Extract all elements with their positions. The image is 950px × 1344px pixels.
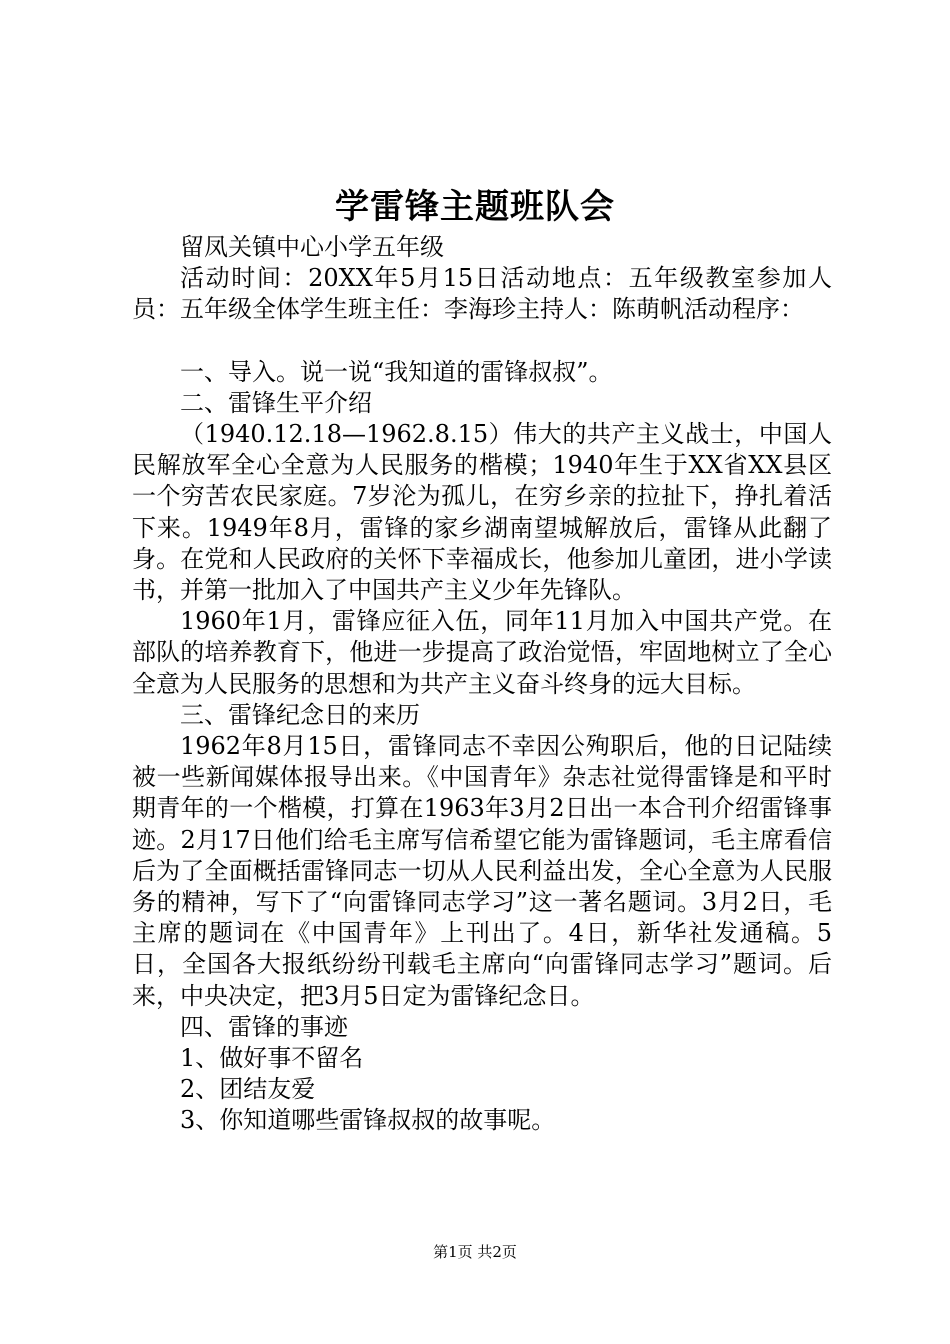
biography-paragraph-1: （1940.12.18—1962.8.15）伟大的共产主义战士，中国人民解放军全心全意为人民服务的楷模；1940年生于XX省XX县区一个穷苦农民家庭。7岁沦为孤儿，在穷乡亲的拉扯下，挣扎着活下来。1949年8月，雷锋的家乡湖南望城解放后，雷锋从此翻了身。在党和人民政府的关怀下幸福成长，他参加儿童团，进小学读书，并第一批加入了中国共产主义少年先锋队。 [132, 420, 832, 605]
section-2-heading: 二、雷锋生平介绍 [180, 388, 372, 417]
section-1-heading: 一、导入。说一说“我知道的雷锋叔叔”。 [180, 357, 613, 386]
page-number-footer: 第1页 共2页 [433, 1243, 517, 1261]
memorial-day-paragraph: 1962年8月15日，雷锋同志不幸因公殉职后，他的日记陆续被一些新闻媒体报导出来。《中国青年》杂志社觉得雷锋是和平时期青年的一个楷模，打算在1963年3月2日出一本合刊介绍雷锋事迹。2月17日他们给毛主席写信希望它能为雷锋题词，毛主席看信后为了全面概括雷锋同志一切从人民利益出发，全心全意为人民服务的精神，写下了“向雷锋同志学习”这一著名题词。3月2日，毛主席的题词在《中国青年》上刊出了。4日，新华社发通稿。5日，全国各大报纸纷纷刊载毛主席向“向雷锋同志学习”题词。后来，中央决定，把3月5日定为雷锋纪念日。 [132, 732, 832, 1010]
deed-item-3: 3、你知道哪些雷锋叔叔的故事呢。 [180, 1106, 556, 1135]
document-title: 学雷锋主题班队会 [335, 187, 615, 227]
document-body [132, 232, 832, 1137]
biography-paragraph-2: 1960年1月，雷锋应征入伍，同年11月加入中国共产党。在部队的培养教育下，他进一步提高了政治觉悟，牢固地树立了全心全意为人民服务的思想和为共产主义奋斗终身的远大目标。 [132, 607, 832, 698]
deed-item-1: 1、做好事不留名 [180, 1044, 364, 1073]
section-4-heading: 四、雷锋的事迹 [180, 1012, 348, 1041]
school-class-line: 留凤关镇中心小学五年级 [180, 233, 444, 261]
activity-info-paragraph: 活动时间：20XX年5月15日活动地点：五年级教室参加人员：五年级全体学生班主任：李海珍主持人：陈萌帆活动程序： [132, 264, 832, 324]
deed-item-2: 2、团结友爱 [180, 1075, 316, 1104]
section-3-heading: 三、雷锋纪念日的来历 [180, 700, 420, 729]
